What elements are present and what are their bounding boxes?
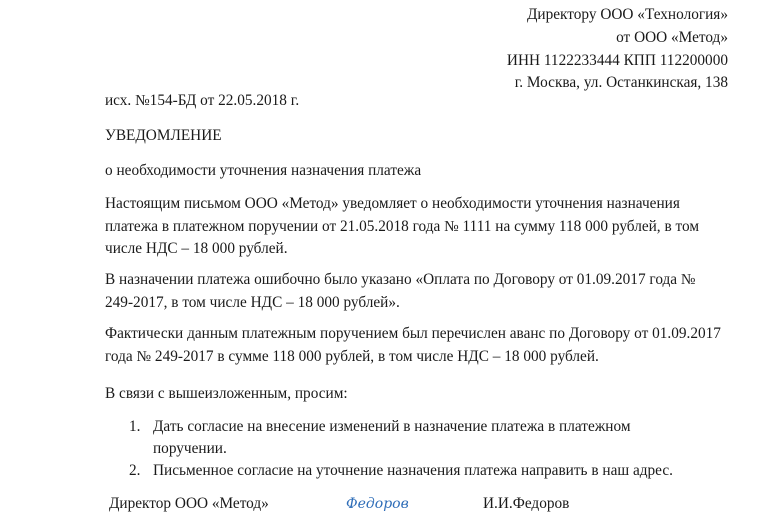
addressee-recipient: Директору ООО «Технология»: [526, 6, 728, 23]
paragraph-notice: Настоящим письмом ООО «Метод» уведомляет о необходимости уточнения назначения платежа в платежном поручении от 21.05.2018 года № 1111 на сумму 118 000 рублей, в том числе НДС – 18 000 рублей.: [105, 195, 700, 257]
list-item-number: 2.: [129, 462, 141, 479]
paragraph-fact: Фактически данным платежным поручением был перечислен аванс по Договору от 01.09.2017 года № 249-2017 в сумме 118 000 рублей, в том числе НДС – 18 000 рублей.: [105, 325, 721, 365]
paragraph-request-intro: В связи с вышеизложенным, просим:: [105, 385, 348, 402]
signer-title: Директор ООО «Метод»: [109, 495, 269, 512]
paragraph-error: В назначении платежа ошибочно было указано «Оплата по Договору от 01.09.2017 года № 249-2017, в том числе НДС – 18 000 рублей».: [105, 271, 696, 311]
document-subject: о необходимости уточнения назначения платежа: [105, 162, 422, 179]
addressee-sender: от ООО «Метод»: [616, 28, 728, 46]
addressee-address: г. Москва, ул. Останкинская, 138: [514, 74, 728, 92]
addressee-inn-kpp: ИНН 1122233444 КПП 112200000: [506, 51, 728, 69]
addressee-block: [507, 4, 728, 95]
list-item-text: Письменное согласие на уточнение назначения платежа направить в наш адрес.: [153, 462, 673, 479]
list-item: [105, 460, 705, 482]
reference-number: исх. №154-БД от 22.05.2018 г.: [105, 92, 300, 109]
request-list: [105, 416, 705, 482]
signature-row: [0, 493, 777, 517]
signer-name: И.И.Федоров: [483, 495, 570, 512]
document-title: УВЕДОМЛЕНИЕ: [105, 127, 222, 144]
handwritten-signature: Федоров: [346, 496, 409, 512]
list-item: [105, 416, 705, 460]
list-item-text: Дать согласие на внесение изменений в назначение платежа в платежном поручении.: [153, 418, 631, 457]
list-item-number: 1.: [129, 418, 141, 435]
